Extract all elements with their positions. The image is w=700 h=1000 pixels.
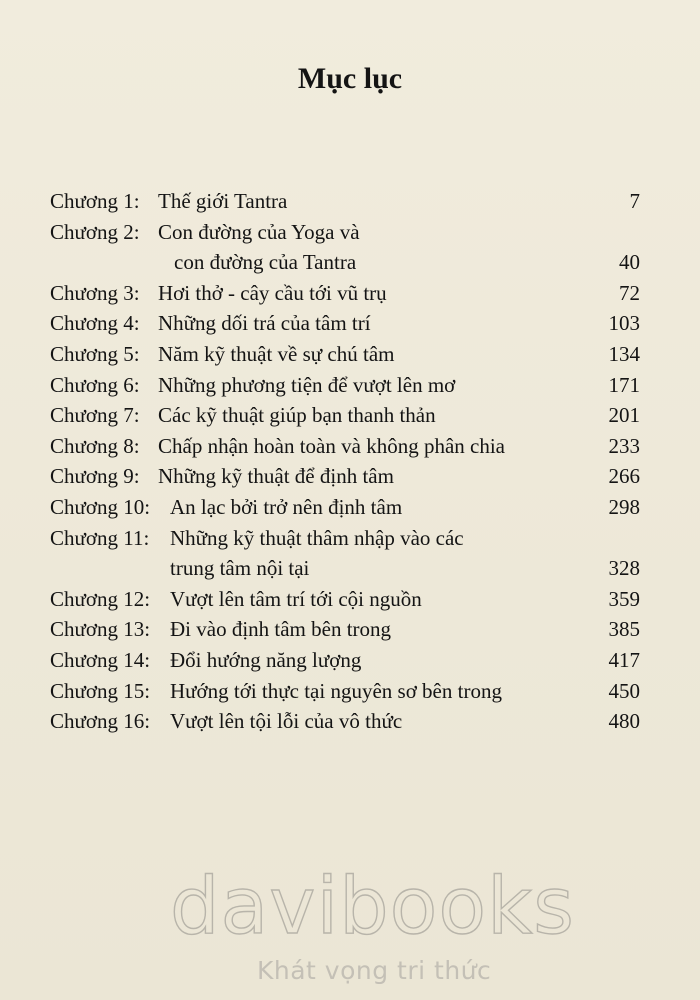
chapter-title: Những dối trá của tâm trí (158, 311, 371, 336)
page-number: 233 (608, 433, 640, 458)
chapter-title: trung tâm nội tại (170, 556, 310, 581)
toc-line (50, 553, 640, 584)
chapter-title: Vượt lên tâm trí tới cội nguồn (170, 586, 422, 611)
toc-line (50, 492, 640, 523)
chapter-title: Đổi hướng năng lượng (170, 647, 362, 672)
page-number: 72 (619, 280, 640, 305)
toc-entry (50, 584, 640, 615)
toc-entry (50, 339, 640, 370)
chapter-title: Chấp nhận hoàn toàn và không phân chia (158, 433, 505, 458)
chapter-number: Chương 12: (50, 586, 151, 611)
chapter-title: Những phương tiện để vượt lên mơ (158, 372, 456, 397)
page-number: 201 (608, 403, 640, 428)
toc-entry (50, 186, 640, 217)
toc-line (50, 523, 640, 554)
chapter-number: Chương 1: (50, 189, 140, 213)
chapter-number: Chương 9: (50, 464, 140, 489)
toc-line (50, 706, 640, 737)
toc-entry (50, 278, 640, 309)
chapter-title: Năm kỹ thuật về sự chú tâm (158, 341, 395, 366)
toc-entry (50, 492, 640, 523)
chapter-number: Chương 11: (50, 525, 150, 550)
toc-entry (50, 676, 640, 707)
chapter-number: Chương 2: (50, 219, 140, 244)
toc-entry (50, 614, 640, 645)
page-number: 266 (608, 464, 640, 489)
chapter-title: Các kỹ thuật giúp bạn thanh thản (158, 403, 436, 428)
page-number: 385 (608, 617, 640, 642)
chapter-number: Chương 4: (50, 311, 140, 336)
toc-entry (50, 400, 640, 431)
chapter-title: Đi vào định tâm bên trong (170, 617, 392, 642)
chapter-number: Chương 14: (50, 647, 151, 672)
page-number: 40 (619, 250, 640, 275)
page-number: 328 (608, 556, 640, 581)
chapter-title: An lạc bởi trở nên định tâm (170, 494, 403, 519)
toc-entry (50, 431, 640, 462)
chapter-number: Chương 16: (50, 709, 151, 734)
brand-logo: davibooks (170, 862, 575, 952)
chapter-number: Chương 3: (50, 280, 140, 305)
chapter-title: Thế giới Tantra (158, 189, 288, 213)
chapter-title: Hơi thở - cây cầu tới vũ trụ (158, 280, 387, 305)
toc-line (50, 217, 640, 248)
page-number: 298 (608, 494, 640, 519)
page-title: Mục lục (297, 62, 403, 95)
toc-entry (50, 523, 640, 584)
toc-entry (50, 706, 640, 737)
toc-line (50, 645, 640, 676)
page-number: 450 (608, 678, 640, 703)
chapter-title: Hướng tới thực tại nguyên sơ bên trong (170, 678, 502, 703)
page-number: 480 (608, 709, 640, 734)
toc-line (50, 676, 640, 707)
page-number: 417 (608, 647, 640, 672)
toc-line (50, 308, 640, 339)
chapter-number: Chương 10: (50, 494, 151, 519)
chapter-title: con đường của Tantra (174, 250, 357, 275)
page-number: 103 (608, 311, 640, 336)
chapter-number: Chương 5: (50, 341, 140, 366)
chapter-title: Những kỹ thuật để định tâm (158, 464, 394, 489)
page-number: 7 (629, 189, 640, 213)
toc-line (50, 584, 640, 615)
toc-line (50, 614, 640, 645)
chapter-number: Chương 8: (50, 433, 140, 458)
toc-line (50, 461, 640, 492)
page-number: 134 (608, 341, 640, 366)
toc-entry (50, 461, 640, 492)
toc-line (50, 339, 640, 370)
page-number: 171 (608, 372, 640, 397)
page-number: 359 (608, 586, 640, 611)
toc-line (50, 247, 640, 278)
toc-line (50, 370, 640, 401)
chapter-number: Chương 6: (50, 372, 140, 397)
chapter-number: Chương 13: (50, 617, 151, 642)
toc-line (50, 278, 640, 309)
table-of-contents (50, 186, 640, 737)
chapter-title: Những kỹ thuật thâm nhập vào các (170, 525, 464, 550)
toc-line (50, 400, 640, 431)
toc-entry (50, 217, 640, 278)
toc-entry (50, 370, 640, 401)
chapter-title: Con đường của Yoga và (158, 219, 360, 244)
chapter-number: Chương 7: (50, 403, 140, 428)
toc-entry (50, 645, 640, 676)
chapter-number: Chương 15: (50, 678, 151, 703)
brand-slogan: Khát vọng tri thức (257, 956, 492, 985)
toc-line (50, 186, 640, 217)
chapter-title: Vượt lên tội lỗi của vô thức (170, 709, 403, 734)
toc-line (50, 431, 640, 462)
toc-entry (50, 308, 640, 339)
